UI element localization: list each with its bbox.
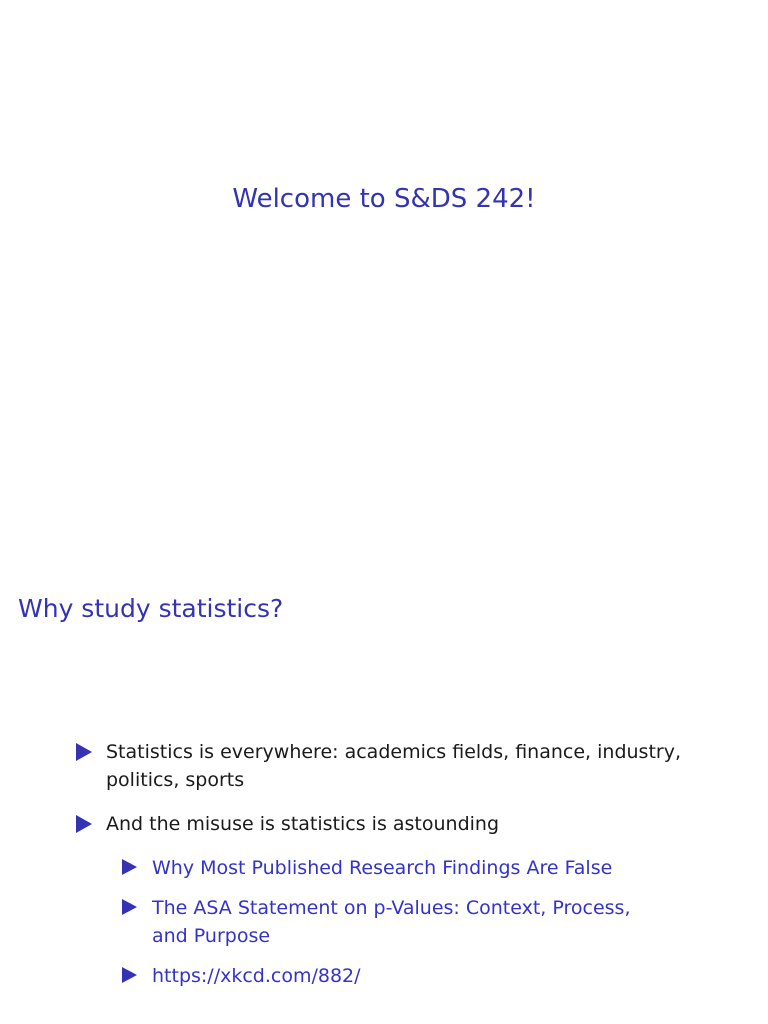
sub-bullet-item <box>0 894 768 950</box>
frame-title: Why study statistics? <box>18 594 284 623</box>
bullet-item <box>0 810 768 838</box>
triangle-bullet-icon <box>122 967 137 983</box>
bullet-text: Statistics is everywhere: academics fields, finance, industry, politics, sports <box>106 741 681 791</box>
triangle-bullet-icon <box>122 859 137 875</box>
bullet-text: And the misuse is statistics is astounding <box>106 813 500 835</box>
sub-bullet-item <box>0 854 768 882</box>
bullet-list <box>0 738 768 1002</box>
triangle-bullet-icon <box>122 899 137 915</box>
triangle-bullet-icon <box>76 743 92 761</box>
sub-bullet-item <box>0 962 768 990</box>
asa-statement-link[interactable]: The ASA Statement on p-Values: Context, Process, and Purpose <box>152 897 631 947</box>
triangle-bullet-icon <box>76 815 92 833</box>
xkcd-link[interactable]: https://xkcd.com/882/ <box>152 965 361 987</box>
slide-title: Welcome to S&DS 242! <box>232 184 536 214</box>
content-slide <box>0 512 768 1024</box>
research-findings-link[interactable]: Why Most Published Research Findings Are False <box>152 857 613 879</box>
bullet-item <box>0 738 768 794</box>
